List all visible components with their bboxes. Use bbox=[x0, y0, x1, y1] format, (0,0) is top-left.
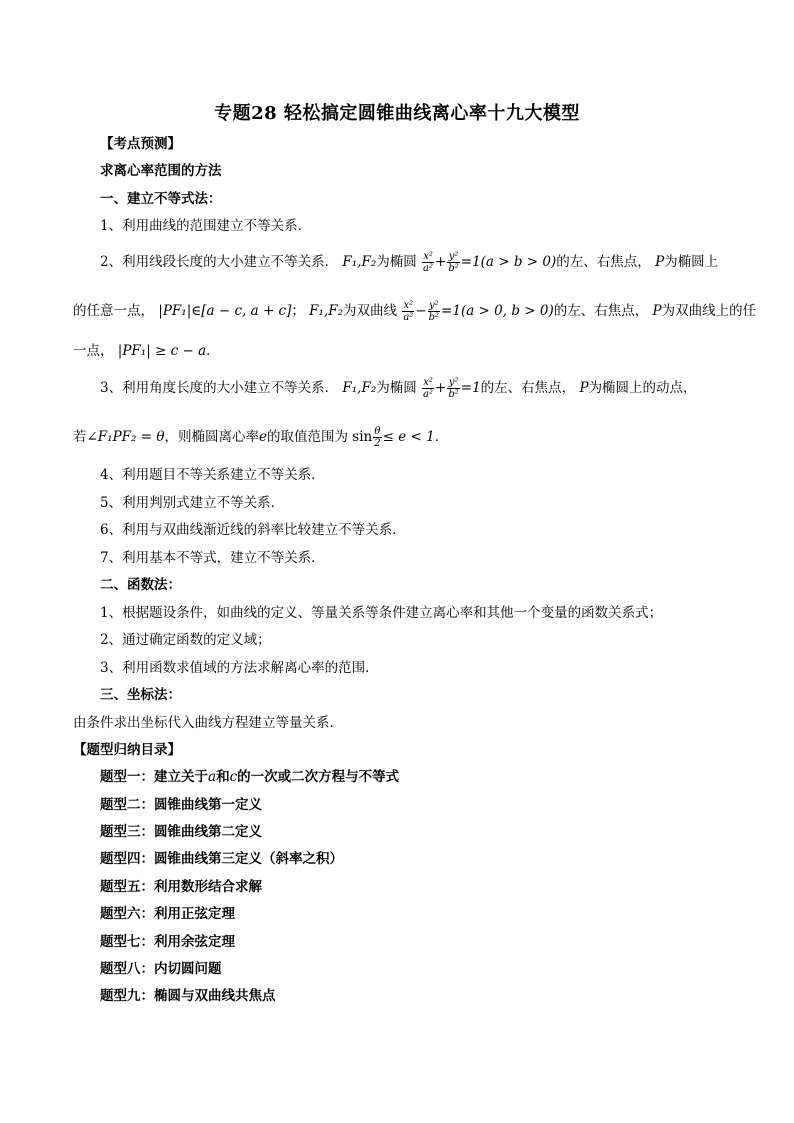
item-7: 7、利用基本不等式，建立不等关系． bbox=[100, 550, 325, 566]
methods-heading: 求离心率范围的方法 bbox=[100, 163, 222, 179]
fraction-x2-a2-3: $\frac{\text{x²}}{\text{a²}}$ bbox=[423, 377, 434, 400]
item-2-line-1 bbox=[100, 251, 718, 274]
p-variable-3: P bbox=[579, 380, 589, 396]
focus-text: 的左、右焦点， bbox=[556, 254, 651, 270]
part2-item-2: 2、通过确定函数的定义域； bbox=[100, 632, 271, 648]
plus-sign: + bbox=[435, 254, 447, 270]
type-item-2: 题型二：圆锥曲线第一定义 bbox=[100, 797, 262, 813]
fraction-y2-b2-3: $\frac{\text{y²}}{\text{b²}}$ bbox=[448, 377, 459, 400]
c-variable: c bbox=[229, 769, 238, 785]
plus-sign-2: + bbox=[435, 380, 447, 396]
type-item-9: 题型九：椭圆与双曲线共焦点 bbox=[100, 988, 276, 1004]
item-3-lead: 3、利用角度长度的大小建立不等关系． bbox=[100, 380, 339, 396]
e-range-tail: ≤ e < 1 bbox=[382, 429, 435, 445]
moving-point-text: 为椭圆上的动点， bbox=[588, 380, 697, 396]
fraction-x2-a2: $\frac{\text{x²}}{\text{a²}}$ bbox=[423, 251, 434, 274]
if-text: 若 bbox=[73, 429, 87, 445]
type-item-5: 题型五：利用数形结合求解 bbox=[100, 879, 262, 895]
type-item-8: 题型八：内切圆问题 bbox=[100, 961, 222, 977]
item-4: 4、利用题目不等关系建立不等关系． bbox=[100, 467, 325, 483]
p-variable-2: P bbox=[652, 303, 662, 319]
fraction-y2-b2-h: $\frac{\text{y²}}{\text{b²}}$ bbox=[428, 300, 440, 323]
part2-item-1: 1、根据题设条件，如曲线的定义、等量关系等条件建立离心率和其他一个变量的函数关系式； bbox=[100, 605, 663, 621]
ellipse-condition: =1(a > b > 0) bbox=[460, 254, 557, 270]
period-2: ． bbox=[434, 429, 449, 445]
type-item-6: 题型六：利用正弦定理 bbox=[100, 906, 235, 922]
ellipse-word: 为椭圆 bbox=[376, 254, 417, 270]
type-item-4: 题型四：圆锥曲线第三定义（斜率之积） bbox=[100, 851, 343, 867]
part2-heading: 二、函数法： bbox=[100, 577, 181, 593]
fraction-theta-2: $\frac{\theta}{2}$ bbox=[374, 426, 381, 449]
period: ． bbox=[206, 343, 220, 359]
p-variable: P bbox=[655, 254, 665, 270]
f1f2-label-2: F₁,F₂ bbox=[309, 303, 344, 319]
a-variable: a bbox=[208, 769, 217, 785]
eccentricity-text: ，则椭圆离心率 bbox=[164, 429, 259, 445]
hyperbola-word: 为双曲线 bbox=[343, 303, 398, 319]
e-variable: e bbox=[258, 429, 267, 445]
focus-text-3: 的左、右焦点， bbox=[480, 380, 576, 396]
item-2-lead: 2、利用线段长度的大小建立不等关系． bbox=[100, 254, 339, 270]
fraction-y2-b2: $\frac{\text{y²}}{\text{b²}}$ bbox=[448, 251, 459, 274]
fraction-x2-a2-h: $\frac{\text{x²}}{\text{a²}}$ bbox=[403, 300, 414, 323]
item-5: 5、利用判别式建立不等关系． bbox=[100, 495, 285, 511]
ellipse-condition-2: =1 bbox=[460, 380, 481, 396]
range-text: 的取值范围为 bbox=[266, 429, 348, 445]
angle-expression: ∠F₁PF₂ = θ bbox=[86, 429, 165, 445]
section-heading-prediction: 【考点预测】 bbox=[100, 136, 181, 152]
focus-text-2: 的左、右焦点， bbox=[553, 303, 649, 319]
part3-heading: 三、坐标法： bbox=[100, 687, 181, 703]
sin-expression: sin $\frac{\theta}{2}$ bbox=[352, 426, 381, 449]
item-2-line-3 bbox=[73, 341, 220, 361]
part2-item-3: 3、利用函数求值域的方法求解离心率的范围． bbox=[100, 660, 379, 676]
item-3-line-1 bbox=[100, 377, 697, 400]
item-2-line-2 bbox=[73, 300, 756, 323]
hyperbola-point-text: 为双曲线上的任 bbox=[661, 303, 757, 319]
item-6: 6、利用与双曲线渐近线的斜率比较建立不等关系． bbox=[100, 522, 406, 538]
f1f2-label: F₁,F₂ bbox=[342, 254, 377, 270]
one-point-text: 一点， bbox=[73, 343, 114, 359]
pf1-inequality: |PF₁| ≥ c − a bbox=[117, 343, 207, 359]
minus-sign: − bbox=[415, 303, 427, 319]
ellipse-point-text: 为椭圆上 bbox=[664, 254, 719, 270]
f1f2-label-3: F₁,F₂ bbox=[342, 380, 377, 396]
item-3-line-2 bbox=[73, 426, 448, 449]
type-item-1: 题型一：建立关于a和c的一次或二次方程与不等式 bbox=[100, 769, 400, 785]
part1-heading: 一、建立不等式法： bbox=[100, 191, 222, 207]
part3-text: 由条件求出坐标代入曲线方程建立等量关系． bbox=[73, 715, 343, 731]
page-title: 专题28 轻松搞定圆锥曲线离心率十九大模型 bbox=[214, 103, 580, 124]
pf1-range: |PF₁|∈[a − c, a + c] bbox=[158, 303, 292, 319]
type-item-7: 题型七：利用余弦定理 bbox=[100, 934, 235, 950]
item-1: 1、利用曲线的范围建立不等关系． bbox=[100, 218, 312, 234]
hyperbola-condition: =1(a > 0, b > 0) bbox=[441, 303, 554, 319]
type-item-3: 题型三：圆锥曲线第二定义 bbox=[100, 824, 262, 840]
section-heading-catalog: 【题型归纳目录】 bbox=[73, 742, 181, 758]
semicolon: ； bbox=[291, 303, 305, 319]
ellipse-word-2: 为椭圆 bbox=[376, 380, 417, 396]
any-point-text: 的任意一点， bbox=[73, 303, 154, 319]
